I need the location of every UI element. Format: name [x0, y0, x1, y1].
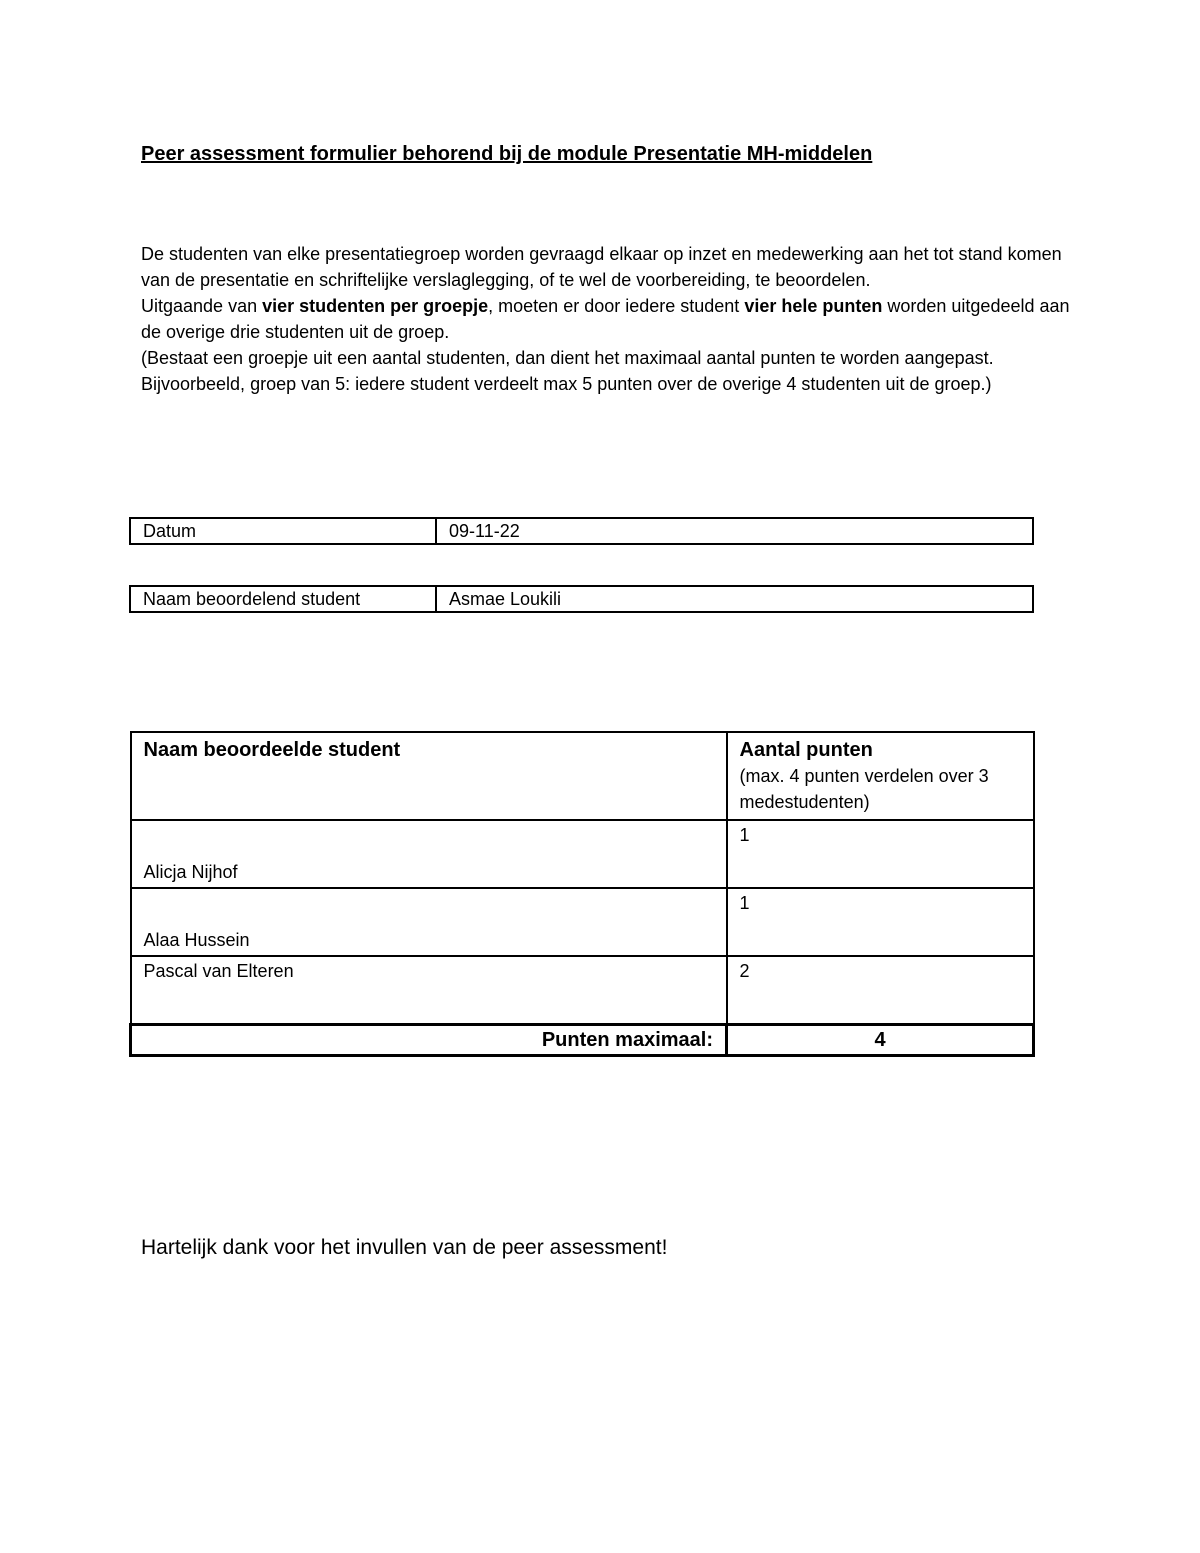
student-name-cell[interactable]: [131, 820, 727, 888]
student-points: 1: [739, 825, 750, 845]
intro-text: [141, 241, 1071, 397]
header-name: Naam beoordeelde student: [143, 739, 401, 761]
intro-emphasis-points: vier hele punten: [744, 296, 883, 316]
header-points-cell: [727, 732, 1034, 820]
intro-emphasis-students: vier studenten per groepje: [262, 296, 489, 316]
beoordelaar-value[interactable]: Asmae Loukili: [436, 586, 1033, 612]
beoordelaar-label: Naam beoordelend student: [130, 586, 436, 612]
datum-table: [129, 517, 1034, 545]
student-name: Pascal van Elteren: [143, 961, 294, 981]
student-points-cell[interactable]: [727, 888, 1034, 956]
intro-paragraph-2: [141, 293, 1071, 345]
header-points: Aantal punten: [739, 739, 873, 761]
header-points-note: (max. 4 punten verdelen over 3 medestudenten): [739, 766, 989, 812]
student-name: Alaa Hussein: [143, 930, 250, 950]
table-row: [131, 956, 1034, 1025]
score-table-header: [131, 732, 1034, 820]
datum-label: Datum: [130, 518, 436, 544]
student-name: Alicja Nijhof: [143, 862, 238, 882]
student-points-cell[interactable]: [727, 820, 1034, 888]
total-value: 4: [727, 1025, 1034, 1056]
page-title: Peer assessment formulier behorend bij de module Presentatie MH-middelen: [141, 143, 873, 165]
total-row: [131, 1025, 1034, 1056]
beoordelaar-table: [129, 585, 1034, 613]
thanks-text: Hartelijk dank voor het invullen van de peer assessment!: [141, 1236, 668, 1259]
intro-text-segment: , moeten er door iedere student: [488, 296, 745, 316]
student-points: 1: [739, 893, 750, 913]
table-row: [131, 888, 1034, 956]
table-row: [131, 820, 1034, 888]
student-name-cell[interactable]: [131, 888, 727, 956]
score-table: [129, 731, 1035, 1057]
intro-paragraph-3: (Bestaat een groepje uit een aantal studenten, dan dient het maximaal aantal punten te worden aangepast. Bijvoorbeeld, groep van 5: iedere student verdeelt max 5 punten over de overige 4 studenten uit de groep.): [141, 348, 994, 394]
header-name-cell: [131, 732, 727, 820]
intro-text-segment: Uitgaande van: [141, 296, 263, 316]
datum-value[interactable]: 09-11-22: [436, 518, 1033, 544]
student-points: 2: [739, 961, 750, 981]
total-label: Punten maximaal:: [131, 1025, 727, 1056]
student-points-cell[interactable]: [727, 956, 1034, 1025]
intro-paragraph-1: De studenten van elke presentatiegroep worden gevraagd elkaar op inzet en medewerking aan het tot stand komen van de presentatie en schriftelijke verslaglegging, of te wel de voorbereiding, te beoordelen.: [141, 244, 1062, 290]
student-name-cell[interactable]: [131, 956, 727, 1025]
intro-text-segment: worden uitgedeeld aan de overige drie studenten uit de groep.: [141, 296, 1070, 342]
